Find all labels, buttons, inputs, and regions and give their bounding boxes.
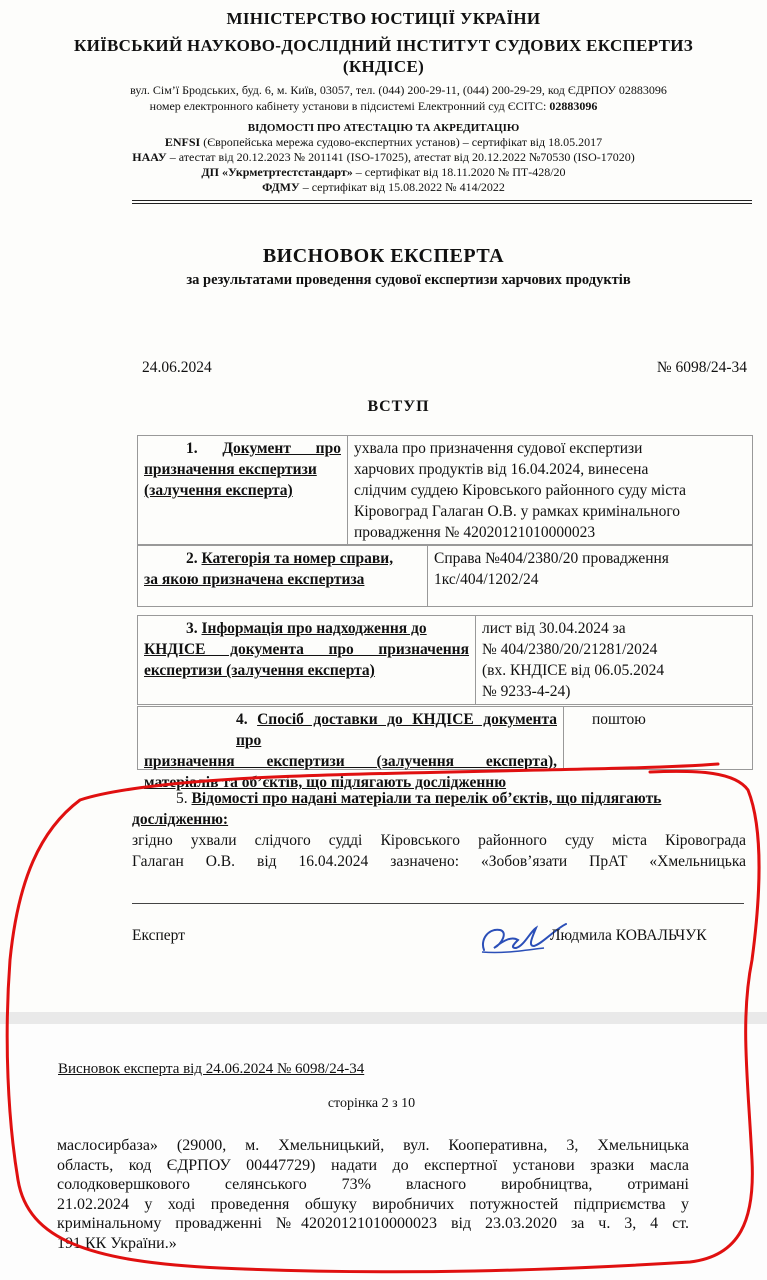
item-5-title-a: Відомості про надані матеріали та перелік об’єктів, що підлягають bbox=[191, 790, 662, 807]
intro-row-1-value-line: провадження № 42020121010000023 bbox=[354, 524, 596, 541]
intro-row-3-value-line: № 9233-4-24) bbox=[482, 683, 571, 700]
acc-enfsi-name: ENFSI bbox=[164, 135, 201, 149]
acc-ukrmetr-text: – сертифікат від 18.11.2020 № ПТ-428/20 bbox=[352, 165, 566, 179]
institute-abbreviation: (КНДІСЕ) bbox=[342, 57, 425, 76]
intro-row-3-value-line: № 404/2380/20/21281/2024 bbox=[482, 641, 658, 658]
intro-row-2-label-a: Категорія та номер справи, bbox=[201, 550, 394, 567]
intro-row-3-value-line: (вх. КНДІСЕ від 06.05.2024 bbox=[482, 662, 665, 679]
intro-row-4-value-line: поштою bbox=[592, 711, 646, 728]
accreditation-title: ВІДОМОСТІ ПРО АТЕСТАЦІЮ ТА АКРЕДИТАЦІЮ bbox=[247, 122, 520, 134]
intro-row-4-number: 4. bbox=[236, 711, 258, 728]
section-title: ВСТУП bbox=[367, 398, 430, 415]
intro-row-3-value-line: лист від 30.04.2024 за bbox=[482, 620, 626, 637]
expert-label: Експерт bbox=[132, 927, 185, 944]
document-subtitle: за результатами проведення судової експертизи харчових продуктів bbox=[186, 272, 631, 288]
page-2-text-line: 191 КК України.» bbox=[57, 1234, 177, 1252]
intro-row-1-label-c: (залучення експерта) bbox=[144, 482, 293, 499]
cabinet-number: 02883096 bbox=[549, 99, 598, 113]
document-title: ВИСНОВОК ЕКСПЕРТА bbox=[262, 245, 505, 267]
document-date: 24.06.2024 bbox=[142, 359, 212, 376]
item-5-text-line: Галаган О.В. від 16.04.2024 зазначено: «Зобов’язати ПрАТ «Хмельницька bbox=[132, 853, 746, 870]
acc-fdmu-name: ФДМУ bbox=[262, 180, 300, 194]
acc-ukrmetr-name: ДП «Укрметртестстандарт» bbox=[201, 165, 353, 179]
item-5-text-line: згідно ухвали слідчого судді Кіровського районного суду міста Кіровограда bbox=[132, 832, 746, 849]
intro-row-4-label-b: призначення експертизи (залучення експерта), bbox=[144, 753, 557, 770]
intro-row-1-value-line: ухвала про призначення судової експертизи bbox=[354, 440, 643, 457]
page-2-text-line: маслосирбаза» (29000, м. Хмельницький, вул. Кооперативна, 3, Хмельницька bbox=[57, 1137, 689, 1154]
page-2-text-line: кримінальному провадженні №42020121010000023 від 23.03.2020 за ч. 3, 4 ст. bbox=[57, 1215, 689, 1232]
ministry-heading: МІНІСТЕРСТВО ЮСТИЦІЇ УКРАЇНИ bbox=[226, 9, 541, 28]
intro-row-4-label-a: Спосіб доставки до КНДІСЕ документа про bbox=[236, 711, 557, 749]
item-5-number: 5. bbox=[176, 790, 192, 807]
institute-address: вул. Сім’ї Бродських, буд. 6, м. Київ, 03057, тел. (044) 200-29-11, (044) 200-29-29, код ЄДРПОУ 02883096 bbox=[130, 83, 667, 97]
intro-row-1-value-line: Кіровоград Галаган О.В. у рамках кримінального bbox=[354, 503, 681, 520]
intro-row-3-label-b: КНДІСЕ документа про призначення bbox=[144, 641, 469, 658]
institute-name: КИЇВСЬКИЙ НАУКОВО-ДОСЛІДНИЙ ІНСТИТУТ СУДОВИХ ЕКСПЕРТИЗ bbox=[73, 36, 694, 55]
acc-enfsi-text: (Європейська мережа судово-експертних установ) – сертифікат від 18.05.2017 bbox=[200, 135, 603, 149]
acc-fdmu-text: – сертифікат від 15.08.2022 № 414/2022 bbox=[299, 180, 505, 194]
page-2-text-line: 21.02.2024 у ході проведення обшуку виробничих потужностей підприємства у bbox=[57, 1195, 689, 1213]
intro-row-1-value-line: слідчим суддею Кіровського районного суду міста bbox=[354, 482, 686, 499]
expert-name: Людмила КОВАЛЬЧУК bbox=[550, 927, 707, 944]
intro-row-1-value-line: харчових продуктів від 16.04.2024, винесена bbox=[354, 461, 649, 478]
intro-row-1-number: 1. bbox=[186, 440, 223, 457]
intro-row-3-label-a: Інформація про надходження до bbox=[201, 620, 427, 637]
acc-naau-text: – атестат від 20.12.2023 № 201141 (ISO-17025), атестат від 20.12.2022 №70530 (ISO-17020) bbox=[166, 150, 635, 164]
intro-row-4-label-c: матеріалів та об’єктів, що підлягають дослідженню bbox=[144, 774, 507, 791]
acc-naau-name: НААУ bbox=[132, 150, 167, 164]
document-number: № 6098/24-34 bbox=[656, 359, 747, 376]
intro-row-2-label-b: за якою призначена експертиза bbox=[144, 571, 365, 588]
page-2-text-line: область, код ЄДРПОУ 00447729) надати до експертної установи зразки масла bbox=[57, 1156, 689, 1174]
intro-row-1-label-b: призначення експертизи bbox=[144, 461, 317, 478]
intro-row-2-value-line: Справа №404/2380/20 провадження bbox=[434, 550, 669, 567]
page-2-text-line: солодковершкового селянського 73% власного виробництва, отримані bbox=[57, 1176, 689, 1193]
intro-row-2-value-line: 1кс/404/1202/24 bbox=[434, 571, 539, 588]
intro-row-3-label-c: експертизи (залучення експерта) bbox=[144, 662, 375, 679]
running-header: Висновок експерта від 24.06.2024 № 6098/24-34 bbox=[58, 1061, 365, 1077]
intro-row-2-number: 2. bbox=[186, 550, 202, 567]
cabinet-prefix: номер електронного кабінету установи в підсистемі Електронний суд ЄСІТС: bbox=[149, 99, 550, 113]
page-counter: сторінка 2 з 10 bbox=[327, 1096, 416, 1111]
intro-row-1-label-a: Документ про bbox=[222, 440, 341, 457]
intro-row-3-number: 3. bbox=[186, 620, 202, 637]
item-5-title-b: дослідженню: bbox=[132, 811, 229, 828]
